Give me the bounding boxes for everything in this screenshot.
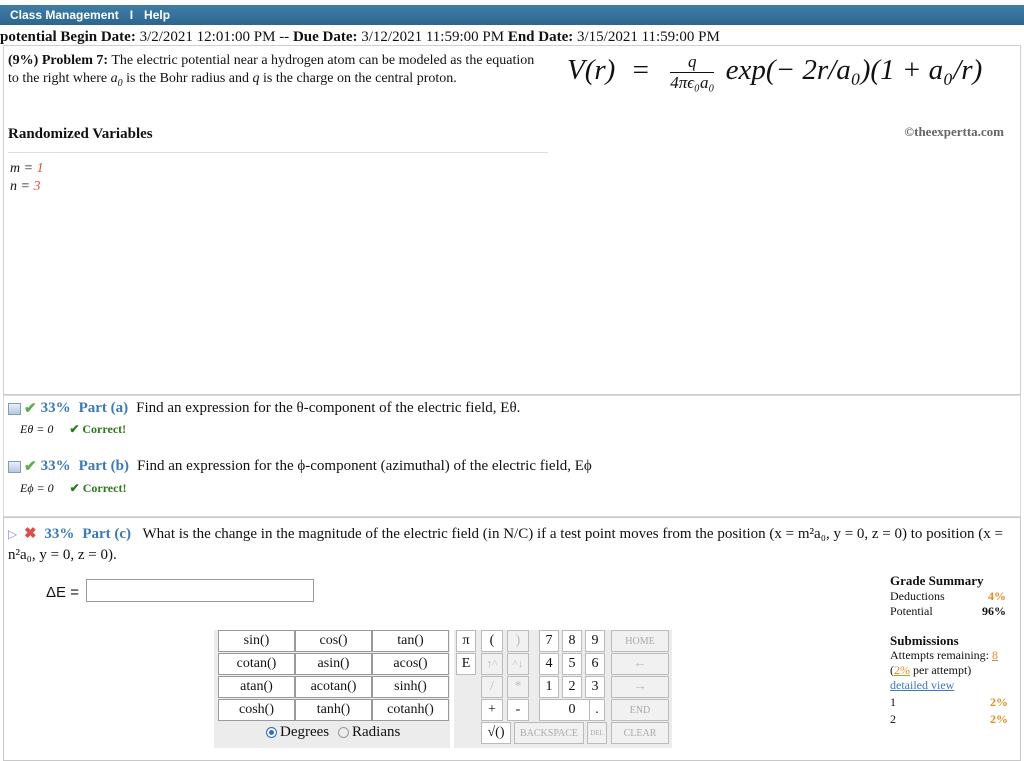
part-c-question	[8, 524, 1008, 566]
part-a-header[interactable]	[8, 399, 520, 418]
copyright: ©theexpertta.com	[904, 124, 1004, 139]
begin-date-label: Begin Date:	[60, 29, 136, 45]
degrees-radio[interactable]: Degrees	[266, 724, 329, 741]
potential-formula	[567, 52, 982, 93]
answer-input[interactable]	[86, 579, 314, 602]
random-var-m: m = 1	[10, 161, 44, 176]
problem-panel	[3, 45, 1021, 395]
key-1[interactable]: 1	[539, 676, 559, 698]
sqrt-button[interactable]: √()	[481, 722, 511, 744]
problem-weight: (9%)	[8, 53, 39, 68]
problem-text-1: The electric potential near a hydrogen atom can be modeled as the equation to the right where	[8, 53, 535, 86]
cos-button[interactable]: cos()	[295, 630, 372, 652]
atan-button[interactable]: atan()	[218, 676, 295, 698]
menu-separator: I	[129, 8, 134, 22]
submission-row: 2 2%	[890, 712, 1008, 726]
attempts-remaining: Attempts remaining: 8	[890, 648, 998, 662]
submissions	[890, 633, 1008, 727]
key-6[interactable]: 6	[585, 653, 605, 675]
tan-button[interactable]: tan()	[372, 630, 449, 652]
pi-button[interactable]: π	[456, 630, 476, 652]
sinh-button[interactable]: sinh()	[372, 676, 449, 698]
potential-value: 96%	[982, 604, 1006, 618]
radio-dot-icon	[266, 727, 277, 738]
key-9[interactable]: 9	[585, 630, 605, 652]
answer-label: ΔE =	[46, 584, 79, 601]
part-a-question: Find an expression for the θ-component of the electric field, Eθ.	[136, 400, 521, 416]
part-a-answer: Eθ = 0 ✔ Correct!	[20, 422, 127, 436]
part-c-percent: 33%	[44, 526, 75, 542]
dot-button[interactable]: .	[589, 699, 605, 721]
end-button[interactable]: END	[611, 699, 669, 721]
parts-ab-panel	[3, 395, 1021, 517]
radians-radio[interactable]: Radians	[338, 724, 400, 741]
end-date: 3/15/2021 11:59:00 PM	[576, 29, 720, 45]
part-a-status: ✔ Correct!	[69, 422, 127, 436]
menu-class-management[interactable]: Class Management	[10, 8, 119, 22]
close-paren-button[interactable]: )	[507, 630, 529, 652]
collapse-icon[interactable]	[8, 461, 21, 473]
down-arrow-button[interactable]: ^↓	[507, 653, 529, 675]
formula-equals: =	[632, 54, 649, 87]
due-date: 3/12/2021 11:59:00 PM	[361, 29, 505, 45]
asin-button[interactable]: asin()	[295, 653, 372, 675]
key-4[interactable]: 4	[539, 653, 559, 675]
radio-dot-icon	[338, 727, 349, 738]
problem-text-2: is the Bohr radius and	[122, 71, 253, 86]
menu-help[interactable]: Help	[144, 8, 171, 22]
problem-statement: (9%) Problem 7: The electric potential near a hydrogen atom can be modeled as the equation to the right where $a_0$ is the Bohr radius and q is the charge on the central proton.	[8, 53, 535, 89]
divide-button[interactable]: /	[481, 676, 503, 698]
part-c-question-2: (x = n²a₀, y = 0, z = 0).	[8, 526, 1003, 563]
home-button[interactable]: HOME	[611, 630, 669, 652]
end-date-label: End Date:	[507, 29, 574, 45]
backspace-button[interactable]: BACKSPACE	[514, 722, 584, 744]
due-date-label: Due Date:	[292, 29, 358, 45]
attempts-value: 8	[991, 648, 998, 662]
problem-text-3: is the charge on the central proton.	[259, 71, 457, 86]
formula-denominator: 4πϵ₀a₀	[670, 73, 715, 92]
dates-bar	[0, 29, 1024, 46]
left-arrow-button[interactable]: ←	[611, 653, 669, 675]
clear-button[interactable]: CLEAR	[611, 722, 669, 744]
deductions-row: Deductions 4%	[890, 589, 1006, 603]
part-b-header[interactable]	[8, 457, 592, 476]
key-5[interactable]: 5	[562, 653, 582, 675]
acos-button[interactable]: acos()	[372, 653, 449, 675]
tanh-button[interactable]: tanh()	[295, 699, 372, 721]
x-icon: ✖	[23, 526, 37, 542]
grade-summary-title: Grade Summary	[890, 573, 984, 588]
randomized-variables-title: Randomized Variables	[8, 126, 153, 142]
up-arrow-button[interactable]: ↑^	[481, 653, 503, 675]
multiply-button[interactable]: *	[507, 676, 529, 698]
dates-separator: --	[279, 29, 290, 45]
part-b-label: Part (b)	[78, 458, 129, 474]
open-paren-button[interactable]: (	[481, 630, 503, 652]
formula-rhs: exp(− 2r/a₀)(1 + a₀/r)	[725, 54, 983, 87]
e-button[interactable]: E	[456, 653, 476, 675]
part-a-label: Part (a)	[78, 400, 129, 416]
problem-title: Problem 7:	[41, 53, 109, 68]
formula-numerator: q	[670, 52, 714, 73]
key-8[interactable]: 8	[562, 630, 582, 652]
submission-row: 1 2%	[890, 695, 1008, 709]
sin-button[interactable]: sin()	[218, 630, 295, 652]
part-b-question: Find an expression for the ϕ-component (azimuthal) of the electric field, Eϕ	[136, 458, 592, 474]
collapse-icon[interactable]	[8, 403, 21, 415]
cotanh-button[interactable]: cotanh()	[372, 699, 449, 721]
part-b-answer: Eϕ = 0 ✔ Correct!	[20, 481, 127, 495]
submissions-title: Submissions	[890, 633, 959, 648]
acotan-button[interactable]: acotan()	[295, 676, 372, 698]
key-0[interactable]: 0	[539, 699, 605, 721]
dates-prefix: potential	[0, 29, 57, 45]
play-icon[interactable]: ▷	[8, 527, 18, 541]
part-c-panel	[3, 517, 1021, 761]
formula-fraction	[670, 52, 714, 93]
check-icon: ✔	[24, 401, 37, 417]
cotan-button[interactable]: cotan()	[218, 653, 295, 675]
part-c-question-1: What is the change in the magnitude of the electric field (in N/C) if a test point moves from the position (x = m²a₀, y = 0, z = 0) to position	[142, 526, 975, 542]
cosh-button[interactable]: cosh()	[218, 699, 295, 721]
formula-lhs: V(r)	[567, 54, 616, 87]
key-3[interactable]: 3	[585, 676, 605, 698]
random-var-n: n = 3	[10, 179, 41, 194]
part-a-percent: 33%	[40, 400, 71, 416]
var-a0: a	[110, 71, 118, 86]
part-b-status: ✔ Correct!	[69, 481, 127, 495]
part-c-label: Part (c)	[82, 526, 132, 542]
begin-date: 3/2/2021 12:01:00 PM	[139, 29, 276, 45]
check-icon: ✔	[24, 459, 37, 475]
menu-bar	[0, 5, 1024, 25]
divider	[8, 152, 548, 153]
part-b-percent: 33%	[40, 458, 71, 474]
key-2[interactable]: 2	[562, 676, 582, 698]
del-button[interactable]: DEL	[587, 722, 607, 744]
right-arrow-button[interactable]: →	[611, 676, 669, 698]
deductions-value: 4%	[988, 589, 1006, 603]
var-q: q	[252, 71, 260, 86]
plus-button[interactable]: +	[481, 699, 503, 721]
minus-button[interactable]: -	[507, 699, 529, 721]
detailed-view-link[interactable]: detailed view	[890, 678, 955, 692]
potential-row: Potential 96%	[890, 604, 1006, 618]
key-7[interactable]: 7	[539, 630, 559, 652]
grade-summary	[890, 573, 1006, 619]
per-attempt: (2% per attempt)	[890, 663, 972, 677]
